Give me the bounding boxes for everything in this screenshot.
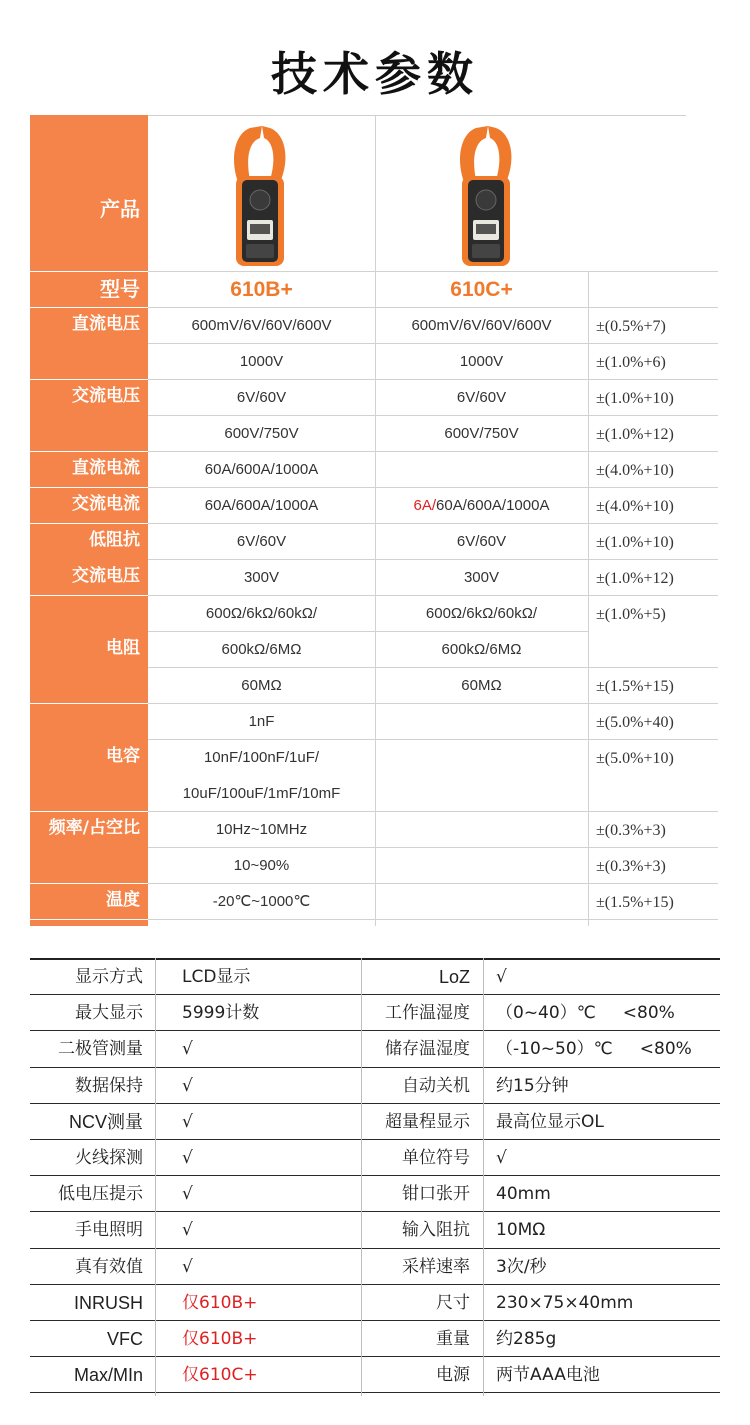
spec-row-divider	[148, 343, 718, 344]
feature-label: Max/MIn	[73, 1365, 143, 1385]
page-title: 技术参数	[271, 47, 479, 101]
feature-row-divider	[30, 1248, 720, 1249]
feature-value: √	[182, 1148, 193, 1168]
feature-label: 电源	[436, 1365, 470, 1385]
spec-category: 温度	[106, 890, 140, 910]
spec-value-610c: 600kΩ/6MΩ	[441, 641, 522, 658]
spec-row-divider	[148, 523, 718, 524]
feature-value: √	[182, 1076, 193, 1096]
feature-label: LoZ	[438, 967, 470, 987]
feature-value: 3次/秒	[496, 1257, 547, 1277]
spec-value-610b: 600V/750V	[224, 425, 299, 442]
spec-row-divider	[30, 595, 148, 596]
model-label: 型号	[100, 277, 140, 301]
model-name: 610B+	[230, 278, 293, 301]
feature-label: 二极管测量	[58, 1039, 143, 1059]
clamp-meter-image	[200, 120, 320, 270]
spec-row-divider	[148, 595, 718, 596]
spec-value-610b: 60A/600A/1000A	[204, 497, 319, 514]
spec-column-divider	[588, 271, 589, 926]
feature-label: 超量程显示	[385, 1112, 470, 1132]
feature-row-divider	[30, 1030, 720, 1031]
spec-category: 交流电压	[72, 386, 140, 406]
spec-accuracy: ±(5.0%+10)	[596, 750, 674, 767]
spec-row-divider	[148, 847, 718, 848]
spec-row-divider	[30, 307, 148, 308]
spec-category: 电容	[106, 746, 140, 766]
feature-row-divider	[30, 1103, 720, 1104]
feature-value: 40mm	[496, 1184, 551, 1204]
spec-value-610c: 600V/750V	[444, 425, 519, 442]
spec-value-610b: 60A/600A/1000A	[204, 461, 319, 478]
feature-row-divider	[30, 1320, 720, 1321]
spec-accuracy: ±(1.0%+6)	[596, 354, 666, 371]
feature-label: NCV测量	[68, 1112, 143, 1132]
feature-row-divider	[30, 1139, 720, 1140]
feature-value: 仅610B+	[182, 1329, 258, 1349]
feature-label: 采样速率	[402, 1257, 470, 1277]
spec-value-610b: 1nF	[248, 713, 275, 730]
feature-value: 10MΩ	[496, 1220, 546, 1240]
feature-value: 两节AAA电池	[496, 1365, 600, 1385]
feature-value: 仅610B+	[182, 1293, 258, 1313]
spec-value-highlight: 6A/	[413, 497, 437, 514]
feature-value: 仅610C+	[182, 1365, 258, 1385]
spec-value-610c: 60MΩ	[461, 677, 502, 694]
feature-value: （-10~50）℃ <80%	[496, 1039, 692, 1059]
spec-category: 交流电压	[72, 566, 140, 586]
feature-value: LCD显示	[182, 967, 251, 987]
feature-row-divider	[30, 1392, 720, 1393]
spec-value-610c: 6V/60V	[456, 389, 507, 406]
feature-label: 输入阻抗	[402, 1220, 470, 1240]
feature-value: 5999计数	[182, 1003, 260, 1023]
feature-label: 显示方式	[75, 967, 143, 987]
spec-accuracy: ±(1.0%+10)	[596, 534, 674, 551]
spec-value-610b: 6V/60V	[236, 389, 287, 406]
spec-value-610b: 10nF/100nF/1uF/	[203, 749, 320, 766]
spec-row-divider	[148, 919, 718, 920]
spec-category: 直流电压	[72, 314, 140, 334]
spec-value-610c: 600mV/6V/60V/600V	[411, 317, 552, 334]
spec-value-610b: 600kΩ/6MΩ	[221, 641, 302, 658]
feature-label: 储存温湿度	[385, 1039, 470, 1059]
feature-value: （0~40）℃ <80%	[496, 1003, 675, 1023]
feature-value: √	[182, 1112, 193, 1132]
spec-value-610b: 10Hz~10MHz	[215, 821, 308, 838]
spec-row-divider	[30, 271, 148, 272]
spec-row-divider	[30, 487, 148, 488]
spec-accuracy: ±(1.5%+15)	[596, 678, 674, 695]
feature-value: √	[182, 1220, 193, 1240]
spec-row-divider	[148, 415, 718, 416]
feature-value: 约15分钟	[496, 1076, 569, 1096]
feature-value: 最高位显示OL	[496, 1112, 604, 1132]
spec-row-divider	[30, 523, 148, 524]
spec-value-610c: 300V	[463, 569, 500, 586]
feature-label: 最大显示	[75, 1003, 143, 1023]
spec-value-text: 60A/600A/1000A	[436, 497, 550, 514]
spec-accuracy: ±(0.3%+3)	[596, 858, 666, 875]
spec-category: 交流电流	[72, 494, 140, 514]
product-label: 产品	[100, 197, 140, 221]
feature-label: 钳口张开	[402, 1184, 470, 1204]
feature-row-divider	[30, 1284, 720, 1285]
feature-value: 约285g	[496, 1329, 557, 1349]
spec-row-divider	[148, 487, 718, 488]
feature-row-divider	[30, 994, 720, 995]
spec-row-divider	[148, 559, 718, 560]
spec-value-610c: 6V/60V	[456, 533, 507, 550]
spec-value-610b: 1000V	[239, 353, 284, 370]
spec-row-divider	[30, 451, 148, 452]
spec-accuracy: ±(4.0%+10)	[596, 498, 674, 515]
feature-value: √	[182, 1039, 193, 1059]
feature-column-divider	[483, 958, 484, 1396]
spec-value-610b: 6V/60V	[236, 533, 287, 550]
feature-value: √	[182, 1257, 193, 1277]
feature-label: 重量	[436, 1329, 470, 1349]
feature-row-divider	[30, 1356, 720, 1357]
spec-accuracy: ±(4.0%+10)	[596, 462, 674, 479]
feature-label: VFC	[107, 1329, 143, 1349]
spec-category: 频率/占空比	[48, 818, 140, 838]
spec-value-610b: 10uF/100uF/1mF/10mF	[182, 785, 341, 802]
feature-value: √	[496, 967, 507, 987]
feature-label: INRUSH	[73, 1293, 143, 1313]
spec-row-divider	[30, 883, 148, 884]
spec-row-divider	[30, 379, 148, 380]
spec-value-610c	[375, 496, 588, 516]
spec-value-610b: 600Ω/6kΩ/60kΩ/	[205, 605, 318, 622]
feature-label: 尺寸	[436, 1293, 470, 1313]
spec-category: 低阻抗	[89, 530, 140, 550]
spec-category: 电阻	[106, 638, 140, 658]
feature-label: 工作温湿度	[385, 1003, 470, 1023]
spec-value-610c: 600Ω/6kΩ/60kΩ/	[425, 605, 538, 622]
feature-row-divider	[30, 1067, 720, 1068]
spec-value-610c: 1000V	[459, 353, 504, 370]
spec-value-610b: -20℃~1000℃	[212, 893, 311, 910]
feature-value: √	[496, 1148, 507, 1168]
feature-row-divider	[30, 1175, 720, 1176]
spec-accuracy: ±(1.0%+12)	[596, 426, 674, 443]
spec-row-divider	[148, 883, 718, 884]
spec-accuracy: ±(1.0%+12)	[596, 570, 674, 587]
spec-row-divider	[148, 631, 588, 632]
feature-label: 手电照明	[75, 1220, 143, 1240]
spec-category: 直流电流	[72, 458, 140, 478]
spec-row-divider	[148, 739, 718, 740]
spec-row-divider	[30, 811, 148, 812]
spec-accuracy: ±(1.0%+10)	[596, 390, 674, 407]
feature-row-divider	[30, 1211, 720, 1212]
spec-value-610b: 60MΩ	[241, 677, 282, 694]
spec-row-divider	[148, 451, 718, 452]
feature-label: 数据保持	[75, 1076, 143, 1096]
spec-value-610b: 300V	[243, 569, 280, 586]
spec-accuracy: ±(0.3%+3)	[596, 822, 666, 839]
category-column	[30, 115, 148, 926]
spec-accuracy: ±(1.5%+15)	[596, 894, 674, 911]
spec-row-divider	[148, 667, 718, 668]
spec-column-divider	[375, 115, 376, 926]
model-name: 610C+	[450, 278, 513, 301]
spec-accuracy: ±(1.0%+5)	[596, 606, 666, 623]
feature-value: √	[182, 1184, 193, 1204]
spec-row-divider	[30, 703, 148, 704]
spec-accuracy: ±(0.5%+7)	[596, 318, 666, 335]
feature-row-divider	[30, 958, 720, 960]
spec-value-610b: 600mV/6V/60V/600V	[191, 317, 332, 334]
spec-value-610b: 10~90%	[233, 857, 290, 874]
spec-row-divider	[30, 919, 148, 920]
feature-column-divider	[155, 958, 156, 1396]
feature-value: 230×75×40mm	[496, 1293, 634, 1313]
spec-row-divider	[148, 703, 718, 704]
feature-label: 火线探测	[75, 1148, 143, 1168]
feature-label: 真有效值	[75, 1257, 143, 1277]
feature-label: 单位符号	[402, 1148, 470, 1168]
spec-row-divider	[148, 379, 718, 380]
feature-label: 低电压提示	[58, 1184, 143, 1204]
spec-row-divider	[148, 811, 718, 812]
spec-accuracy: ±(5.0%+40)	[596, 714, 674, 731]
clamp-meter-image	[426, 120, 546, 270]
feature-label: 自动关机	[402, 1076, 470, 1096]
